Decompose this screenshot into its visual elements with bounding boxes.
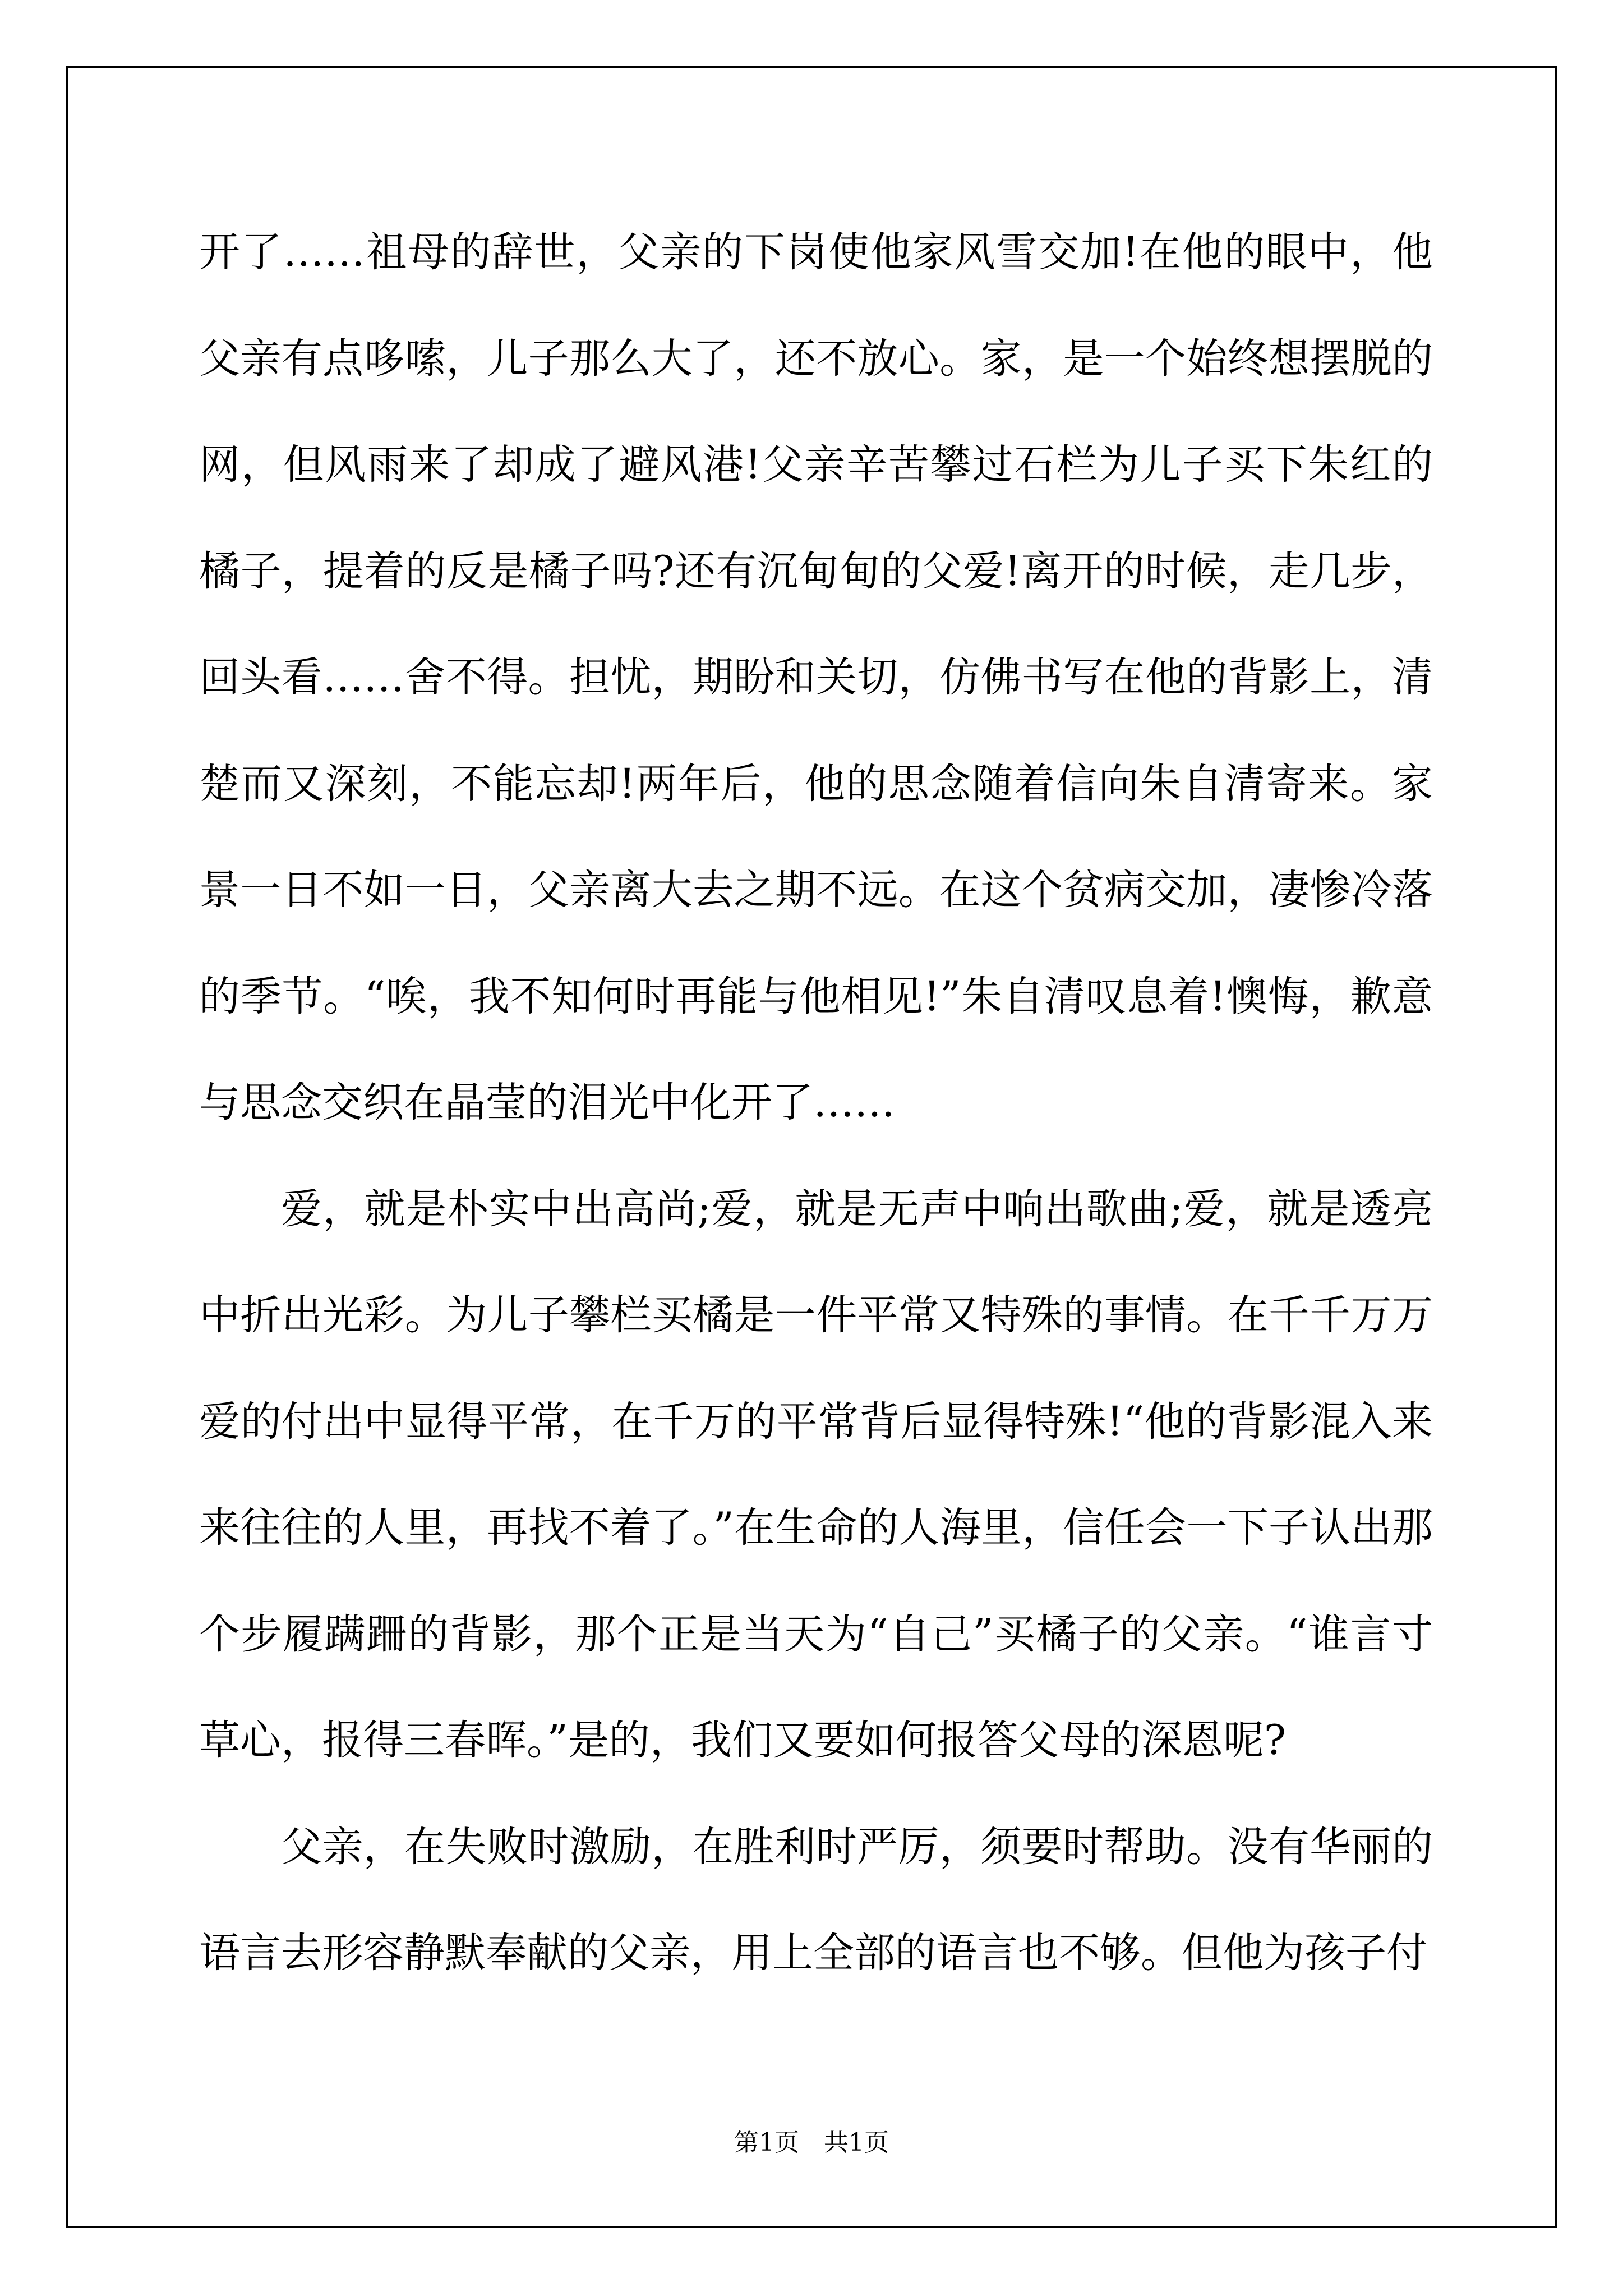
paragraph-3: 父亲，在失败时激励，在胜利时严厉，须要时帮助。没有华丽的语言去形容静默奉献的父亲，用上全部的语言也不够。但他为孩子付 xyxy=(199,1823,1433,1977)
paragraph-1: 开了……祖母的辞世，父亲的下岗使他家风雪交加!在他的眼中，他父亲有点哆嗦，儿子那么大了，还不放心。家，是一个始终想摆脱的网，但风雨来了却成了避风港!父亲辛苦攀过石栏为儿子买下朱红的橘子，提着的反是橘子吗?还有沉甸甸的父爱!离开的时候，走几步，回头看……舍不得。担忧，期盼和关切，仿佛书写在他的背影上，清楚而又深刻，不能忘却!两年后，他的思念随着信向朱自清寄来。家景一日不如一日，父亲离大去之期不远。在这个贫病交加，凄惨冷落的季节。“唉，我不知何时再能与他相见!”朱自清叹息着!懊悔，歉意与思念交织在晶莹的泪光中化开了…… xyxy=(199,228,1433,1126)
document-body xyxy=(199,199,1433,2007)
page-footer: 第1页 共1页 xyxy=(734,2128,889,2157)
paragraph-2: 爱，就是朴实中出高尚;爱，就是无声中响出歌曲;爱，就是透亮中折出光彩。为儿子攀栏买橘是一件平常又特殊的事情。在千千万万爱的付出中显得平常，在千万的平常背后显得特殊!“他的背影混入来来往往的人里，再找不着了。”在生命的人海里，信任会一下子认出那个步履蹒跚的背影，那个正是当天为“自己”买橘子的父亲。“谁言寸草心，报得三春晖。”是的，我们又要如何报答父母的深恩呢? xyxy=(199,1185,1433,1764)
